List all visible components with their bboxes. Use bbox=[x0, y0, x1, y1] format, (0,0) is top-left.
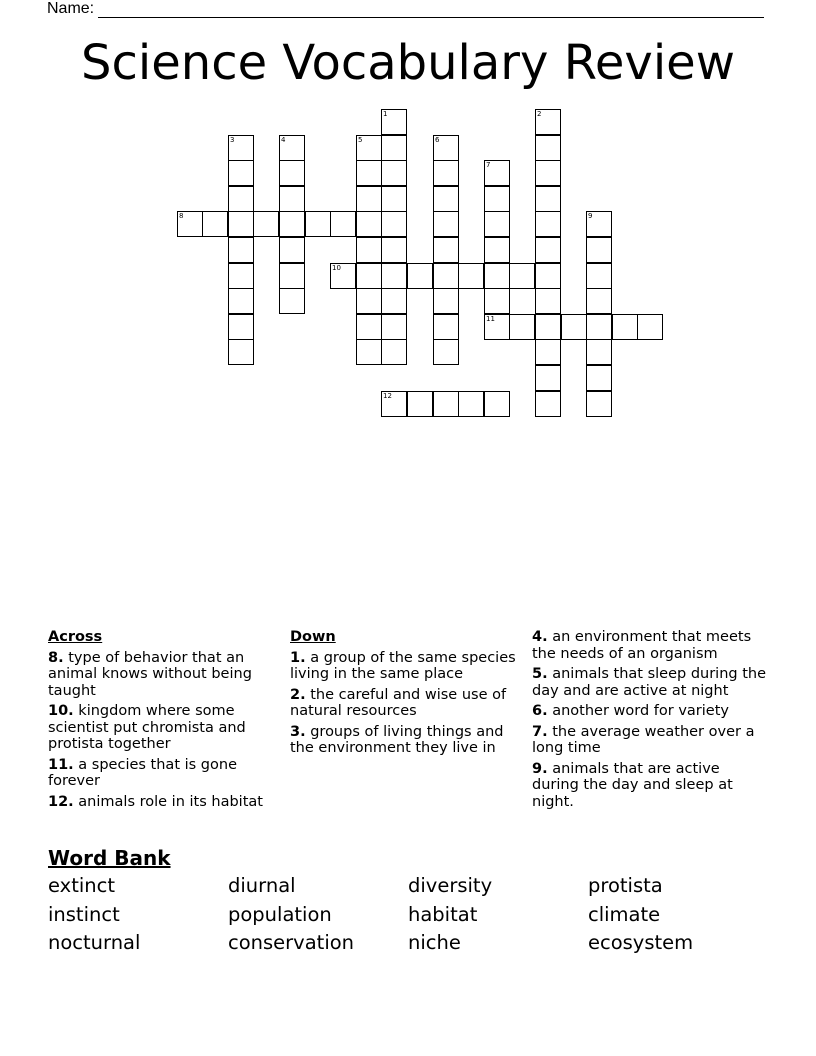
clue-across-10: 10. kingdom where some scientist put chromista and protista together bbox=[48, 703, 246, 752]
clue-down-5: 5. animals that sleep during the day and are active at night bbox=[532, 666, 767, 699]
grid-cell[interactable] bbox=[586, 365, 612, 391]
down-clues-continued bbox=[532, 629, 768, 814]
grid-cell[interactable] bbox=[586, 314, 612, 340]
grid-cell[interactable] bbox=[356, 211, 382, 237]
grid-cell[interactable] bbox=[484, 160, 510, 186]
grid-cell[interactable] bbox=[586, 288, 612, 314]
grid-cell[interactable] bbox=[253, 211, 279, 237]
grid-cell[interactable] bbox=[279, 211, 305, 237]
grid-cell[interactable] bbox=[228, 339, 254, 365]
grid-cell[interactable] bbox=[433, 391, 459, 417]
grid-cell[interactable] bbox=[535, 263, 561, 289]
clue-number: 8 bbox=[179, 212, 184, 220]
grid-cell[interactable] bbox=[279, 237, 305, 263]
grid-cell[interactable] bbox=[356, 339, 382, 365]
grid-cell[interactable] bbox=[433, 237, 459, 263]
word-bank-title: Word Bank bbox=[48, 846, 171, 870]
grid-cell[interactable] bbox=[356, 237, 382, 263]
grid-cell[interactable] bbox=[484, 288, 510, 314]
grid-cell[interactable] bbox=[535, 288, 561, 314]
grid-cell[interactable] bbox=[381, 186, 407, 212]
grid-cell[interactable] bbox=[484, 211, 510, 237]
grid-cell[interactable] bbox=[433, 186, 459, 212]
word-bank-item: habitat bbox=[408, 903, 478, 926]
grid-cell[interactable] bbox=[356, 314, 382, 340]
down-clues bbox=[290, 629, 524, 761]
grid-cell[interactable] bbox=[356, 288, 382, 314]
grid-cell[interactable] bbox=[381, 288, 407, 314]
grid-cell[interactable] bbox=[356, 186, 382, 212]
grid-cell[interactable] bbox=[535, 135, 561, 161]
grid-cell[interactable] bbox=[458, 391, 484, 417]
grid-cell[interactable] bbox=[356, 135, 382, 161]
grid-cell[interactable] bbox=[279, 135, 305, 161]
grid-cell[interactable] bbox=[228, 211, 254, 237]
clue-down-2: 2. the careful and wise use of natural resources bbox=[290, 686, 507, 719]
grid-cell[interactable] bbox=[381, 135, 407, 161]
word-bank-item: instinct bbox=[48, 903, 120, 926]
grid-cell[interactable] bbox=[381, 109, 407, 135]
word-bank-item: nocturnal bbox=[48, 931, 141, 954]
grid-cell[interactable] bbox=[535, 391, 561, 417]
word-bank-item: climate bbox=[588, 903, 661, 926]
grid-cell[interactable] bbox=[535, 186, 561, 212]
clue-number: 1 bbox=[383, 110, 388, 118]
clue-number: 9 bbox=[588, 212, 593, 220]
grid-cell[interactable] bbox=[228, 160, 254, 186]
grid-cell[interactable] bbox=[330, 211, 356, 237]
clue-number: 12 bbox=[383, 392, 392, 400]
grid-cell[interactable] bbox=[305, 211, 331, 237]
grid-cell[interactable] bbox=[535, 237, 561, 263]
word-bank-item: ecosystem bbox=[588, 931, 694, 954]
grid-cell[interactable] bbox=[484, 263, 510, 289]
clue-number: 6 bbox=[435, 136, 440, 144]
grid-cell[interactable] bbox=[509, 314, 535, 340]
grid-cell[interactable] bbox=[484, 186, 510, 212]
clue-number: 11 bbox=[486, 315, 495, 323]
grid-cell[interactable] bbox=[381, 339, 407, 365]
grid-cell[interactable] bbox=[279, 263, 305, 289]
grid-cell[interactable] bbox=[202, 211, 228, 237]
grid-cell[interactable] bbox=[433, 263, 459, 289]
clue-down-9: 9. animals that are active during the day and sleep at night. bbox=[532, 760, 733, 810]
grid-cell[interactable] bbox=[279, 288, 305, 314]
grid-cell[interactable] bbox=[433, 135, 459, 161]
clue-down-3: 3. groups of living things and the environment they live in bbox=[290, 723, 504, 756]
word-bank-item: population bbox=[228, 903, 332, 926]
grid-cell[interactable] bbox=[356, 263, 382, 289]
grid-cell[interactable] bbox=[228, 263, 254, 289]
grid-cell[interactable] bbox=[484, 314, 510, 340]
grid-cell[interactable] bbox=[381, 237, 407, 263]
across-heading: Across bbox=[48, 629, 103, 645]
grid-cell[interactable] bbox=[356, 160, 382, 186]
grid-cell[interactable] bbox=[381, 263, 407, 289]
clue-number: 2 bbox=[537, 110, 542, 118]
clue-across-12: 12. animals role in its habitat bbox=[48, 793, 263, 810]
grid-cell[interactable] bbox=[228, 237, 254, 263]
grid-cell[interactable] bbox=[586, 237, 612, 263]
grid-cell[interactable] bbox=[586, 263, 612, 289]
grid-cell[interactable] bbox=[535, 314, 561, 340]
grid-cell[interactable] bbox=[228, 135, 254, 161]
clue-number: 10 bbox=[332, 264, 341, 272]
grid-cell[interactable] bbox=[381, 314, 407, 340]
grid-cell[interactable] bbox=[458, 263, 484, 289]
word-bank-item: extinct bbox=[48, 874, 115, 897]
clue-down-7: 7. the average weather over a long time bbox=[532, 723, 755, 756]
clue-across-11: 11. a species that is gone forever bbox=[48, 756, 237, 789]
grid-cell[interactable] bbox=[561, 314, 587, 340]
word-bank-item: diversity bbox=[408, 874, 493, 897]
grid-cell[interactable] bbox=[535, 160, 561, 186]
grid-cell[interactable] bbox=[433, 339, 459, 365]
word-bank-item: diurnal bbox=[228, 874, 296, 897]
clue-down-4: 4. an environment that meets the needs of an organism bbox=[532, 629, 752, 662]
grid-cell[interactable] bbox=[535, 339, 561, 365]
grid-cell[interactable] bbox=[484, 391, 510, 417]
page-title: Science Vocabulary Review bbox=[81, 35, 735, 91]
crossword-grid bbox=[0, 0, 816, 430]
clue-number: 3 bbox=[230, 136, 235, 144]
across-clues bbox=[48, 629, 280, 814]
grid-cell[interactable] bbox=[433, 211, 459, 237]
grid-cell[interactable] bbox=[433, 314, 459, 340]
grid-cell[interactable] bbox=[586, 391, 612, 417]
grid-cell[interactable] bbox=[535, 109, 561, 135]
grid-cell[interactable] bbox=[535, 211, 561, 237]
word-bank-item: protista bbox=[588, 874, 663, 897]
grid-cell[interactable] bbox=[509, 263, 535, 289]
grid-cell[interactable] bbox=[381, 160, 407, 186]
clue-number: 4 bbox=[281, 136, 286, 144]
grid-cell[interactable] bbox=[381, 391, 407, 417]
clue-down-6: 6. another word for variety bbox=[532, 703, 729, 719]
clue-number: 7 bbox=[486, 161, 491, 169]
grid-cell[interactable] bbox=[407, 391, 433, 417]
grid-cell[interactable] bbox=[228, 288, 254, 314]
grid-cell[interactable] bbox=[330, 263, 356, 289]
grid-cell[interactable] bbox=[433, 160, 459, 186]
grid-cell[interactable] bbox=[381, 211, 407, 237]
grid-cell[interactable] bbox=[177, 211, 203, 237]
grid-cell[interactable] bbox=[612, 314, 638, 340]
down-heading: Down bbox=[290, 629, 336, 645]
grid-cell[interactable] bbox=[535, 365, 561, 391]
grid-cell[interactable] bbox=[586, 339, 612, 365]
word-bank-item: conservation bbox=[228, 931, 355, 954]
name-label: Name: bbox=[47, 0, 95, 17]
grid-cell[interactable] bbox=[279, 160, 305, 186]
grid-cell[interactable] bbox=[228, 186, 254, 212]
word-bank-item: niche bbox=[408, 931, 461, 954]
grid-cell[interactable] bbox=[407, 263, 433, 289]
grid-cell[interactable] bbox=[433, 288, 459, 314]
clue-across-8: 8. type of behavior that an animal knows without being taught bbox=[48, 649, 252, 699]
grid-cell[interactable] bbox=[228, 314, 254, 340]
grid-cell[interactable] bbox=[586, 211, 612, 237]
clue-down-1: 1. a group of the same species living in the same place bbox=[290, 649, 516, 682]
clue-number: 5 bbox=[358, 136, 363, 144]
grid-cell[interactable] bbox=[279, 186, 305, 212]
grid-cell[interactable] bbox=[637, 314, 663, 340]
grid-cell[interactable] bbox=[484, 237, 510, 263]
